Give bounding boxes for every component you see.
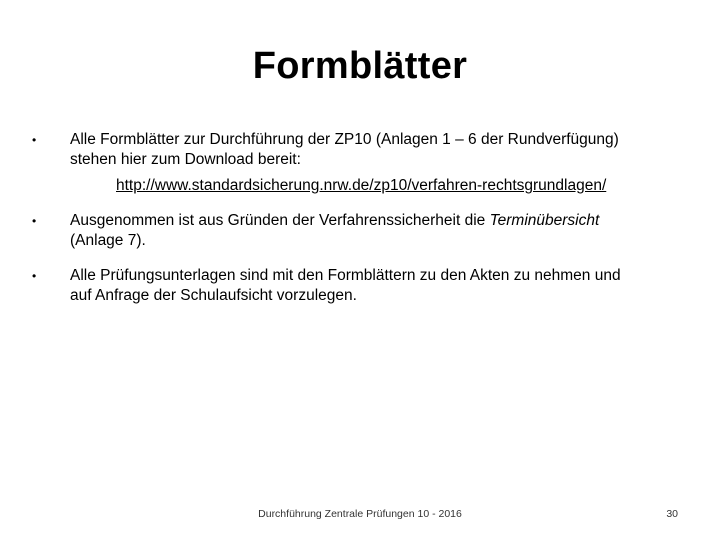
bullet-text-line: Alle Formblätter zur Durchführung der ZP10 (Anlagen 1 – 6 der Rundverfügung) (70, 131, 619, 148)
bullet-text-line: stehen hier zum Download bereit: (70, 151, 301, 168)
page-number: 30 (666, 508, 678, 520)
download-link-container (70, 176, 670, 196)
bullet-text-line: (Anlage 7). (70, 232, 146, 249)
download-link[interactable]: http://www.standardsicherung.nrw.de/zp10/verfahren-rechtsgrundlagen/ (116, 177, 607, 194)
bullet-text-line: Alle Prüfungsunterlagen sind mit den Formblättern zu den Akten zu nehmen und (70, 267, 621, 284)
bullet-dot-icon: • (32, 133, 37, 147)
bullet-item-download (30, 130, 670, 196)
bullet-text-line: auf Anfrage der Schulaufsicht vorzulegen. (70, 287, 357, 304)
bullet-italic-term: Terminübersicht (489, 212, 600, 229)
bullet-text-line: Ausgenommen ist aus Gründen der Verfahrenssicherheit die (70, 212, 490, 229)
bullet-list (30, 130, 670, 321)
bullet-dot-icon: • (32, 214, 37, 228)
slide-footer: Durchführung Zentrale Prüfungen 10 - 2016 (258, 508, 462, 520)
bullet-dot-icon: • (32, 269, 37, 283)
slide-title: Formblätter (252, 45, 468, 87)
bullet-item-exception (30, 211, 670, 251)
bullet-item-documents (30, 266, 670, 306)
